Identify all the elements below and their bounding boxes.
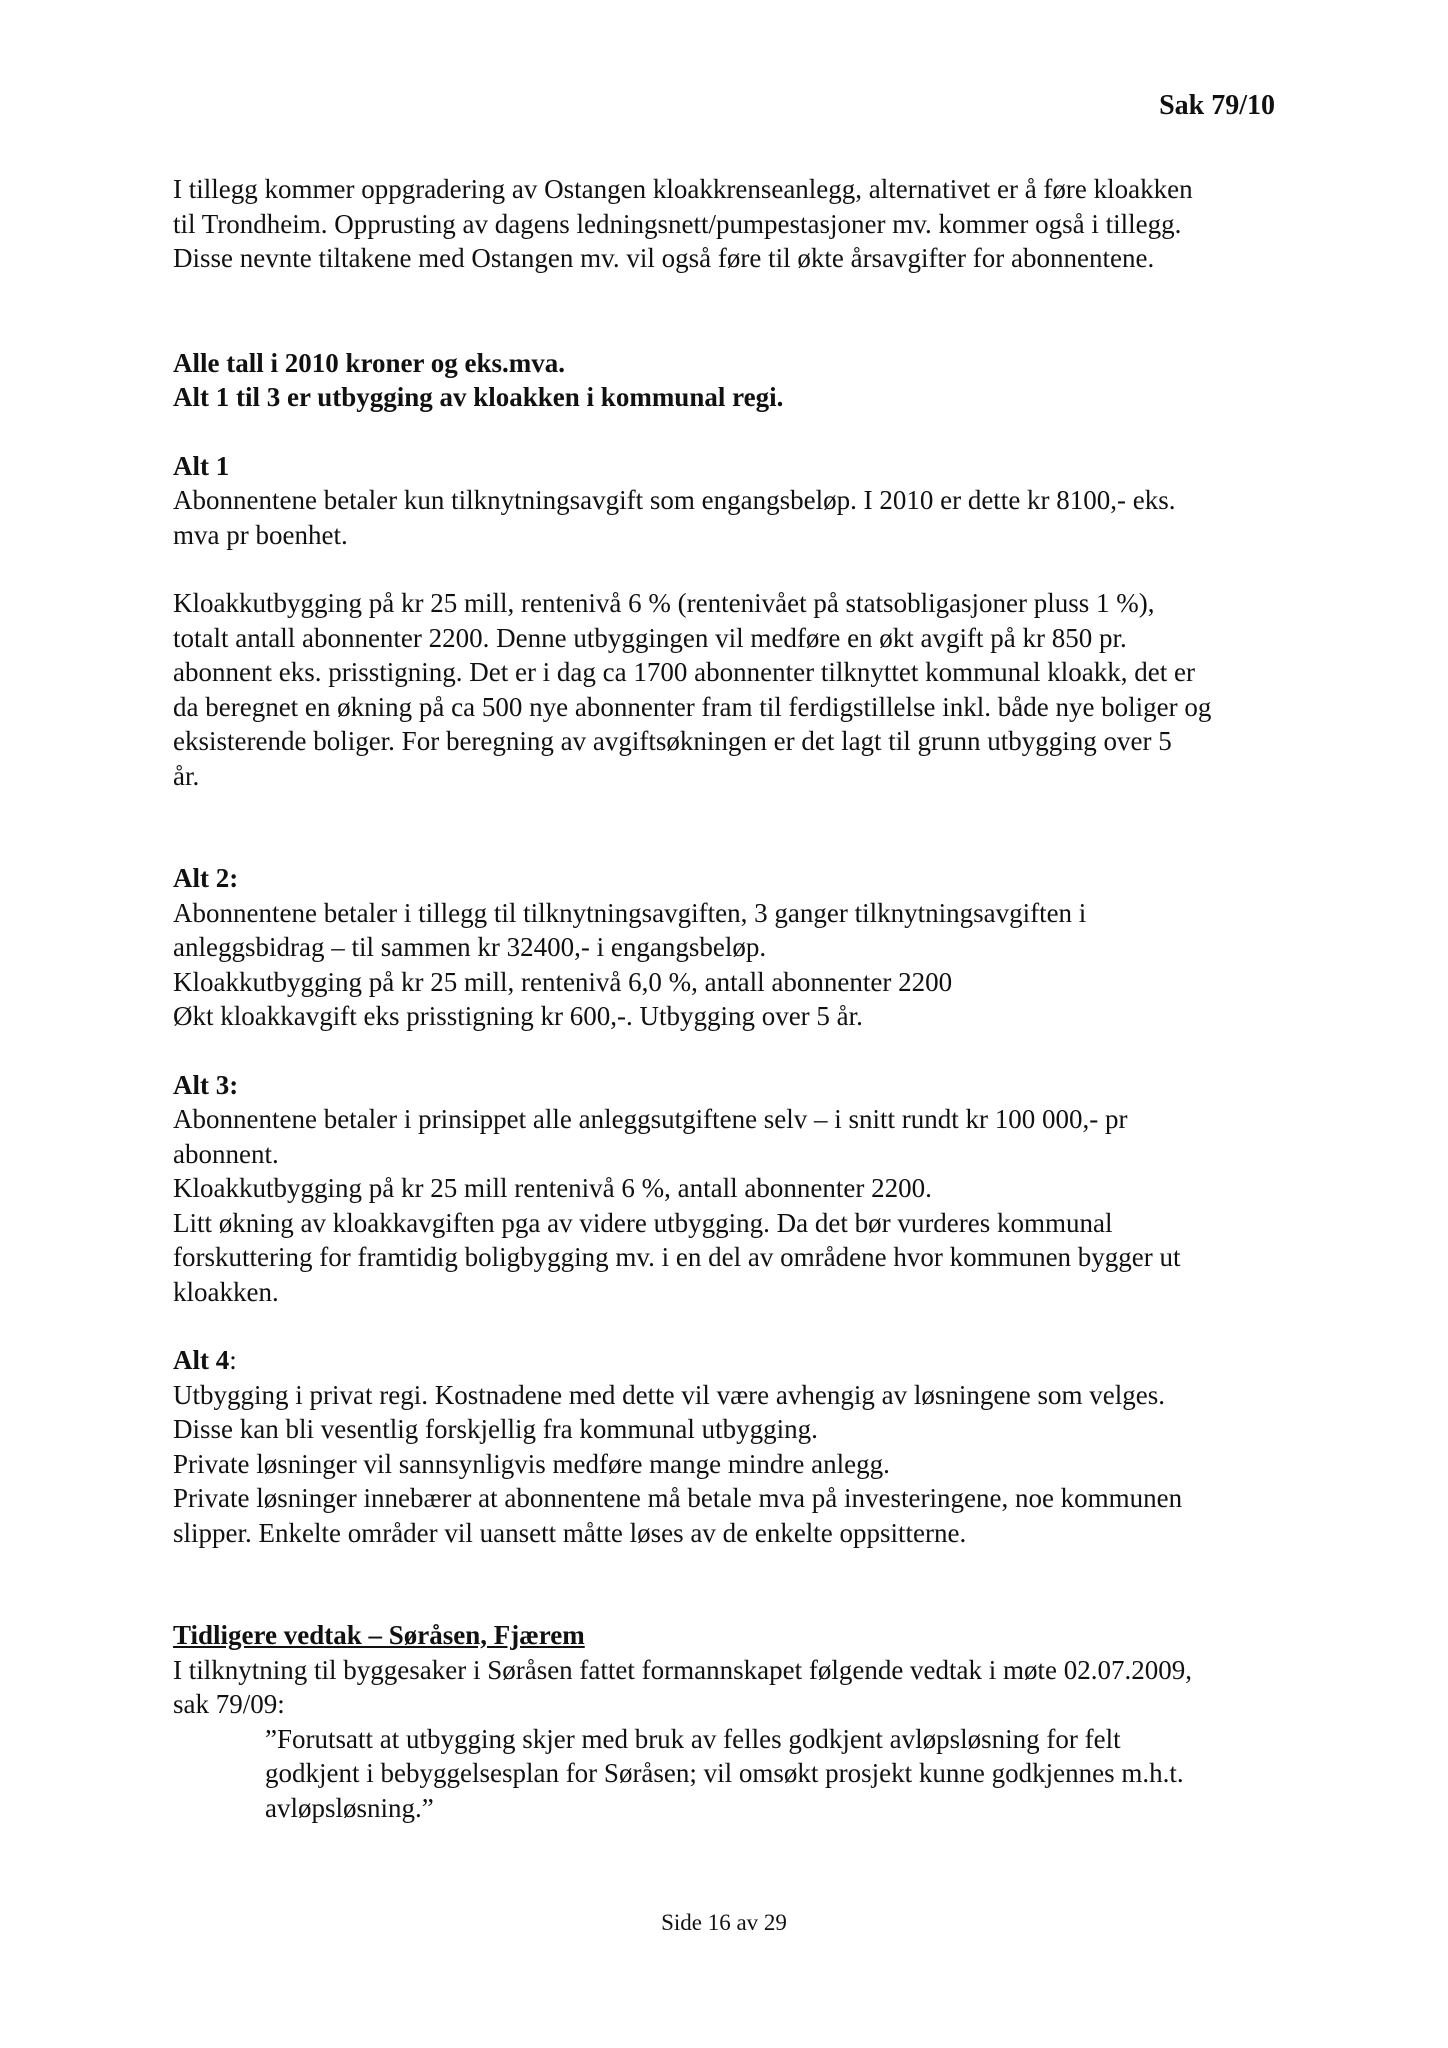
alt4-heading: Alt 4 — [173, 1345, 230, 1375]
prior-decision-line: I tilknytning til byggesaker i Søråsen fattet formannskapet følgende vedtak i møte 02.07.2009, — [173, 1654, 1193, 1685]
intro-paragraph — [173, 172, 1283, 276]
alt2-line: Økt kloakkavgift eks prisstigning kr 600,-. Utbygging over 5 år. — [173, 1001, 863, 1031]
intro-line: Disse nevnte tiltakene med Ostangen mv. vil også føre til økte årsavgifter for abonnentene. — [173, 243, 1155, 273]
alt3-line: forskuttering for framtidig boligbygging mv. i en del av områdene hvor kommunen bygger ut — [173, 1242, 1181, 1272]
alt4-section — [173, 1343, 1283, 1550]
page-number: Side 16 av 29 — [661, 1910, 787, 1935]
document-body — [173, 172, 1283, 1825]
alt4-heading-line — [173, 1343, 1283, 1378]
alt4-line: Utbygging i privat regi. Kostnadene med dette vil være avhengig av løsningene som velges. — [173, 1379, 1166, 1410]
alt3-line: abonnent. — [173, 1138, 279, 1169]
alt2-line: Abonnentene betaler i tillegg til tilknytningsavgiften, 3 ganger tilknytningsavgiften i — [173, 897, 1087, 928]
alt3-heading: Alt 3: — [173, 1069, 239, 1100]
alt4-line: Private løsninger vil sannsynligvis medføre mange mindre anlegg. — [173, 1448, 890, 1479]
intro-line: I tillegg kommer oppgradering av Ostangen kloakkrenseanlegg, alternativet er å føre kloakken — [173, 174, 1193, 204]
notes-line-currency: Alle tall i 2010 kroner og eks.mva. — [173, 347, 565, 378]
alt2-line: Kloakkutbygging på kr 25 mill, rentenivå 6,0 %, antall abonnenter 2200 — [173, 966, 953, 997]
alt1-details-paragraph — [173, 586, 1283, 793]
case-reference: Sak 79/10 — [1159, 90, 1275, 121]
alt2-heading: Alt 2: — [173, 863, 239, 893]
decision-quote — [265, 1722, 1283, 1826]
alt4-line: slipper. Enkelte områder vil uansett måtte løses av de enkelte oppsitterne. — [173, 1517, 967, 1548]
alt4-line: Private løsninger innebærer at abonnentene må betale mva på investeringene, noe kommunen — [173, 1483, 1183, 1513]
alt1-heading: Alt 1 — [173, 450, 230, 481]
quote-line: godkjent i bebyggelsesplan for Søråsen; vil omsøkt prosjekt kunne godkjennes m.h.t. — [265, 1758, 1184, 1788]
alt1-detail-line: abonnent eks. prisstigning. Det er i dag ca 1700 abonnenter tilknyttet kommunal kloakk, det er — [173, 657, 1196, 687]
alt4-line: Disse kan bli vesentlig forskjellig fra kommunal utbygging. — [173, 1414, 818, 1444]
alt3-line: Litt økning av kloakkavgiften pga av videre utbygging. Da det bør vurderes kommunal — [173, 1207, 1113, 1238]
alt1-detail-line: eksisterende boliger. For beregning av avgiftsøkningen er det lagt til grunn utbygging over 5 — [173, 726, 1172, 756]
alt2-section — [173, 861, 1283, 1034]
alt1-line: mva pr boenhet. — [173, 519, 348, 550]
alt1-section — [173, 449, 1283, 553]
prior-decision-section — [173, 1618, 1283, 1722]
prior-decision-line: sak 79/09: — [173, 1689, 285, 1719]
alt1-detail-line: totalt antall abonnenter 2200. Denne utbyggingen vil medføre en økt avgift på kr 850 pr. — [173, 622, 1127, 653]
alt1-line: Abonnentene betaler kun tilknytningsavgift som engangsbeløp. I 2010 er dette kr 8100,- eks. — [173, 485, 1176, 515]
alt3-line: Kloakkutbygging på kr 25 mill rentenivå 6 %, antall abonnenter 2200. — [173, 1173, 932, 1203]
prior-decision-heading: Tidligere vedtak – Søråsen, Fjærem — [173, 1620, 585, 1650]
alt1-detail-line: da beregnet en økning på ca 500 nye abonnenter fram til ferdigstillelse inkl. både nye boliger og — [173, 691, 1212, 722]
alt1-detail-line: år. — [173, 760, 200, 791]
notes-block — [173, 346, 1283, 415]
alt3-line: kloakken. — [173, 1276, 279, 1307]
alt4-heading-colon: : — [229, 1345, 237, 1375]
alt1-detail-line: Kloakkutbygging på kr 25 mill, rentenivå 6 % (rentenivået på statsobligasjoner pluss 1 %), — [173, 588, 1155, 618]
quote-line: avløpsløsning.” — [265, 1792, 434, 1823]
notes-line-scope: Alt 1 til 3 er utbygging av kloakken i kommunal regi. — [173, 382, 784, 412]
alt3-section — [173, 1068, 1283, 1310]
alt2-line: anleggsbidrag – til sammen kr 32400,- i engangsbeløp. — [173, 932, 767, 962]
alt3-line: Abonnentene betaler i prinsippet alle anleggsutgiftene selv – i snitt rundt kr 100 000,- pr — [173, 1104, 1128, 1134]
quote-line: ”Forutsatt at utbygging skjer med bruk av felles godkjent avløpsløsning for felt — [265, 1723, 1121, 1754]
intro-line: til Trondheim. Opprusting av dagens ledningsnett/pumpestasjoner mv. kommer også i tillegg. — [173, 208, 1182, 239]
